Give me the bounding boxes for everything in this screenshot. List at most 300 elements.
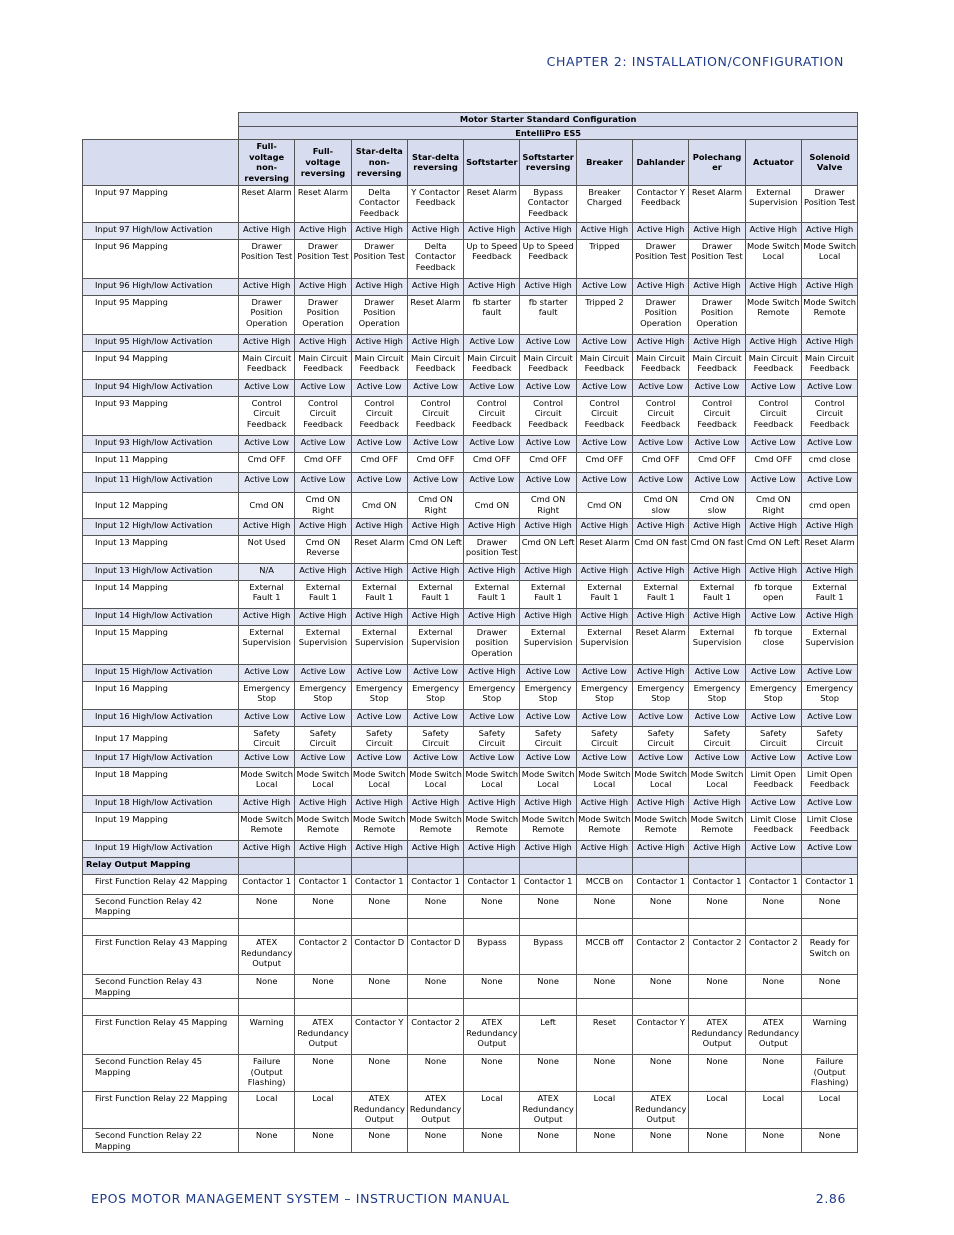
row-label: Relay Output Mapping <box>83 857 239 874</box>
table-cell: Active Low <box>407 435 463 452</box>
table-cell: Active High <box>520 278 576 295</box>
table-cell: Active High <box>801 608 857 625</box>
table-cell <box>295 857 351 874</box>
table-cell: Warning <box>239 1016 295 1055</box>
spacer-row <box>83 999 858 1016</box>
table-cell: None <box>801 894 857 918</box>
table-cell: None <box>745 1055 801 1092</box>
row-label <box>83 999 239 1016</box>
row-label: Input 96 High/low Activation <box>83 278 239 295</box>
table-cell: External Supervision <box>745 185 801 222</box>
table-cell: Active High <box>801 222 857 239</box>
table-cell <box>633 999 689 1016</box>
table-cell: Active High <box>239 278 295 295</box>
table-cell: Reset <box>576 1016 632 1055</box>
table-cell: Active High <box>295 334 351 351</box>
table-cell: Active High <box>689 840 745 857</box>
table-cell <box>745 999 801 1016</box>
table-cell: Active High <box>464 608 520 625</box>
table-cell: None <box>689 974 745 998</box>
table-row <box>83 1016 858 1055</box>
table-cell: Bypass Contactor Feedback <box>520 185 576 222</box>
table-row <box>83 295 858 334</box>
table-cell: Active High <box>745 222 801 239</box>
table-cell: None <box>801 974 857 998</box>
table-cell: Ready for Switch on <box>801 935 857 974</box>
table-cell: Control Circuit Feedback <box>689 396 745 435</box>
table-cell: Reset Alarm <box>576 535 632 563</box>
column-header: Star-delta reversing <box>407 140 463 185</box>
table-cell: Active Low <box>351 435 407 452</box>
table-cell: Cmd OFF <box>633 452 689 472</box>
column-header: Star-delta non- reversing <box>351 140 407 185</box>
row-label: Input 93 High/low Activation <box>83 435 239 452</box>
table-cell: Active Low <box>633 435 689 452</box>
table-cell: Cmd ON Left <box>745 535 801 563</box>
table-cell: Emergency Stop <box>351 681 407 709</box>
table-row <box>83 580 858 608</box>
table-cell: Contactor Y <box>351 1016 407 1055</box>
table-cell: Main Circuit Feedback <box>745 351 801 379</box>
table-cell: Mode Switch Remote <box>520 812 576 840</box>
table-cell: Cmd ON Left <box>407 535 463 563</box>
table-cell: Control Circuit Feedback <box>745 396 801 435</box>
table-cell: Active Low <box>520 435 576 452</box>
table-cell: Local <box>464 1092 520 1129</box>
row-label: First Function Relay 45 Mapping <box>83 1016 239 1055</box>
table-cell: Active Low <box>576 379 632 396</box>
table-cell: ATEX Redundancy Output <box>520 1092 576 1129</box>
table-cell: Cmd OFF <box>295 452 351 472</box>
table-cell: Active Low <box>689 750 745 767</box>
table-cell: None <box>464 894 520 918</box>
table-cell <box>351 857 407 874</box>
table-cell: Active Low <box>351 379 407 396</box>
table-row <box>83 563 858 580</box>
table-cell: Active High <box>351 222 407 239</box>
table-cell: Mode Switch Remote <box>239 812 295 840</box>
column-header: Softstarter reversing <box>520 140 576 185</box>
table-cell: Control Circuit Feedback <box>520 396 576 435</box>
table-cell <box>633 918 689 935</box>
table-cell: Active Low <box>464 709 520 726</box>
table-cell: Mode Switch Remote <box>295 812 351 840</box>
table-row <box>83 874 858 894</box>
table-cell: Cmd ON <box>464 492 520 518</box>
table-cell: Local <box>689 1092 745 1129</box>
table-cell: Safety Circuit <box>239 726 295 750</box>
table-row <box>83 334 858 351</box>
table-cell: ATEX Redundancy Output <box>407 1092 463 1129</box>
table-cell: Active Low <box>745 379 801 396</box>
table-cell: Active Low <box>351 472 407 492</box>
column-header: Polechanger <box>689 140 745 185</box>
table-cell: Control Circuit Feedback <box>801 396 857 435</box>
row-label: Input 94 High/low Activation <box>83 379 239 396</box>
chapter-heading: CHAPTER 2: INSTALLATION/CONFIGURATION <box>546 54 844 69</box>
table-cell: Active Low <box>520 750 576 767</box>
table-cell: Tripped <box>576 239 632 278</box>
table-cell <box>745 857 801 874</box>
row-label: Input 17 Mapping <box>83 726 239 750</box>
table-cell: Active Low <box>801 472 857 492</box>
table-cell: Control Circuit Feedback <box>295 396 351 435</box>
table-cell: External Fault 1 <box>295 580 351 608</box>
table-cell: Active High <box>633 278 689 295</box>
table-cell: Active Low <box>520 709 576 726</box>
table-cell: Active Low <box>576 750 632 767</box>
table-cell: Contactor Y Feedback <box>633 185 689 222</box>
table-cell: Active Low <box>239 750 295 767</box>
table-subtitle-row <box>83 126 858 140</box>
table-cell: Active High <box>576 608 632 625</box>
table-cell: Active High <box>745 563 801 580</box>
column-header: Softstarter <box>464 140 520 185</box>
table-cell: Control Circuit Feedback <box>407 396 463 435</box>
table-cell: Active High <box>407 608 463 625</box>
table-cell: Active Low <box>633 379 689 396</box>
table-cell: Active High <box>576 795 632 812</box>
table-cell: Active High <box>633 222 689 239</box>
row-label: Input 18 Mapping <box>83 767 239 795</box>
table-cell: Active High <box>239 795 295 812</box>
manual-title: EPOS MOTOR MANAGEMENT SYSTEM – INSTRUCTION MANUAL <box>91 1191 510 1206</box>
row-label: Input 94 Mapping <box>83 351 239 379</box>
table-cell: Emergency Stop <box>464 681 520 709</box>
table-cell <box>407 918 463 935</box>
table-cell: ATEX Redundancy Output <box>633 1092 689 1129</box>
table-cell: Main Circuit Feedback <box>295 351 351 379</box>
table-row <box>83 452 858 472</box>
table-cell: Mode Switch Local <box>576 767 632 795</box>
table-cell: Active Low <box>295 709 351 726</box>
table-cell: Emergency Stop <box>520 681 576 709</box>
table-cell: Active Low <box>295 472 351 492</box>
table-cell: Active High <box>801 563 857 580</box>
table-row <box>83 1055 858 1092</box>
table-cell <box>464 918 520 935</box>
table-cell: Active High <box>745 518 801 535</box>
table-cell: Bypass <box>520 935 576 974</box>
table-cell: Drawer Position Operation <box>295 295 351 334</box>
table-cell: Main Circuit Feedback <box>464 351 520 379</box>
row-label: Input 19 High/low Activation <box>83 840 239 857</box>
table-cell: Control Circuit Feedback <box>633 396 689 435</box>
table-cell: Cmd ON Left <box>520 535 576 563</box>
table-cell: ATEX Redundancy Output <box>295 1016 351 1055</box>
table-cell: External Fault 1 <box>689 580 745 608</box>
table-cell: Reset Alarm <box>633 625 689 664</box>
table-cell: Mode Switch Local <box>239 767 295 795</box>
table-row <box>83 535 858 563</box>
table-cell: Active Low <box>407 472 463 492</box>
table-cell: Active High <box>295 608 351 625</box>
table-cell: Drawer position Operation <box>464 625 520 664</box>
table-cell <box>351 999 407 1016</box>
table-cell: External Fault 1 <box>633 580 689 608</box>
table-cell <box>689 857 745 874</box>
table-cell: Active High <box>576 222 632 239</box>
table-cell: Limit Open Feedback <box>745 767 801 795</box>
table-cell: Active Low <box>520 472 576 492</box>
table-cell: Safety Circuit <box>464 726 520 750</box>
table-cell: Drawer position Test <box>464 535 520 563</box>
table-cell: External Fault 1 <box>464 580 520 608</box>
table-cell: Mode Switch Local <box>520 767 576 795</box>
table-cell <box>801 918 857 935</box>
table-cell: Active High <box>633 795 689 812</box>
table-cell: Main Circuit Feedback <box>351 351 407 379</box>
table-cell: Mode Switch Remote <box>633 812 689 840</box>
table-cell: Active High <box>464 278 520 295</box>
table-cell: None <box>576 1055 632 1092</box>
table-cell: Active High <box>633 563 689 580</box>
table-row <box>83 492 858 518</box>
table-cell: Reset Alarm <box>295 185 351 222</box>
table-row <box>83 1092 858 1129</box>
row-label: First Function Relay 22 Mapping <box>83 1092 239 1129</box>
table-cell: None <box>633 1055 689 1092</box>
row-label: Input 95 High/low Activation <box>83 334 239 351</box>
table-cell: Active Low <box>576 435 632 452</box>
row-label: Input 16 Mapping <box>83 681 239 709</box>
table-cell: External Fault 1 <box>576 580 632 608</box>
table-cell <box>239 999 295 1016</box>
table-cell: None <box>745 974 801 998</box>
table-row <box>83 396 858 435</box>
table-cell: Contactor 1 <box>745 874 801 894</box>
table-cell: Active High <box>745 278 801 295</box>
table-cell: Active High <box>801 278 857 295</box>
row-label: Input 15 High/low Activation <box>83 664 239 681</box>
table-cell: None <box>464 1129 520 1153</box>
table-cell: Mode Switch Remote <box>351 812 407 840</box>
table-cell: Active Low <box>689 472 745 492</box>
table-cell: None <box>576 974 632 998</box>
table-cell: Contactor 1 <box>801 874 857 894</box>
table-cell: Active Low <box>520 664 576 681</box>
table-cell: Active Low <box>801 709 857 726</box>
table-cell: Drawer Position Test <box>633 239 689 278</box>
table-cell: Active Low <box>464 435 520 452</box>
table-cell: Main Circuit Feedback <box>520 351 576 379</box>
table-cell: Local <box>239 1092 295 1129</box>
table-cell: External Fault 1 <box>351 580 407 608</box>
table-cell: Delta Contactor Feedback <box>407 239 463 278</box>
table-cell: None <box>633 1129 689 1153</box>
table-cell: Cmd ON <box>239 492 295 518</box>
table-cell: Safety Circuit <box>745 726 801 750</box>
table-cell: None <box>351 1055 407 1092</box>
table-cell: Active Low <box>576 664 632 681</box>
table-cell: Emergency Stop <box>689 681 745 709</box>
column-header: Breaker <box>576 140 632 185</box>
table-cell: Mode Switch Local <box>689 767 745 795</box>
table-cell: Drawer Position Test <box>689 239 745 278</box>
table-cell: Active Low <box>801 664 857 681</box>
table-cell: Active Low <box>407 379 463 396</box>
table-cell: None <box>407 894 463 918</box>
table-cell: Contactor 2 <box>633 935 689 974</box>
table-cell: Active High <box>295 518 351 535</box>
table-cell: Main Circuit Feedback <box>239 351 295 379</box>
table-row <box>83 278 858 295</box>
table-cell: Active Low <box>633 472 689 492</box>
table-cell: Active Low <box>801 750 857 767</box>
table-cell: Active High <box>464 222 520 239</box>
table-cell: Active Low <box>520 379 576 396</box>
table-cell: Active High <box>689 608 745 625</box>
table-cell: Contactor 1 <box>520 874 576 894</box>
motor-starter-config-table <box>82 112 858 1153</box>
table-cell: Safety Circuit <box>801 726 857 750</box>
table-cell: Active Low <box>689 435 745 452</box>
table-cell: Active High <box>239 608 295 625</box>
table-cell <box>801 857 857 874</box>
table-cell: Emergency Stop <box>576 681 632 709</box>
table-row <box>83 709 858 726</box>
table-cell: Active Low <box>239 435 295 452</box>
table-cell: None <box>689 1055 745 1092</box>
table-cell: Active High <box>351 608 407 625</box>
table-cell <box>576 857 632 874</box>
table-cell: Contactor 2 <box>407 1016 463 1055</box>
table-cell: Active High <box>295 563 351 580</box>
table-cell: Y Contactor Feedback <box>407 185 463 222</box>
table-cell: Active High <box>239 222 295 239</box>
table-cell: Cmd ON Right <box>407 492 463 518</box>
table-cell: Drawer Position Operation <box>689 295 745 334</box>
table-cell: Drawer Position Test <box>801 185 857 222</box>
table-cell <box>689 999 745 1016</box>
table-cell: Active High <box>520 518 576 535</box>
table-cell: Contactor 2 <box>745 935 801 974</box>
table-cell: Safety Circuit <box>295 726 351 750</box>
table-cell: Reset Alarm <box>801 535 857 563</box>
table-cell: Active High <box>351 795 407 812</box>
column-header: Solenoid Valve <box>801 140 857 185</box>
column-header: Dahlander <box>633 140 689 185</box>
table-cell: fb starter fault <box>464 295 520 334</box>
table-cell: fb starter fault <box>520 295 576 334</box>
table-cell: Active High <box>239 334 295 351</box>
table-cell <box>295 918 351 935</box>
table-cell: None <box>351 1129 407 1153</box>
table-cell: None <box>801 1129 857 1153</box>
table-cell: Cmd ON Right <box>295 492 351 518</box>
table-cell: Active Low <box>295 379 351 396</box>
table-cell: External Fault 1 <box>801 580 857 608</box>
table-cell: Up to Speed Feedback <box>464 239 520 278</box>
table-cell: Active High <box>407 840 463 857</box>
table-cell: Active High <box>520 563 576 580</box>
table-row <box>83 239 858 278</box>
table-cell: Limit Close Feedback <box>745 812 801 840</box>
row-label: Second Function Relay 43 Mapping <box>83 974 239 998</box>
table-row <box>83 974 858 998</box>
table-title-row <box>83 113 858 127</box>
table-cell: Cmd ON Right <box>745 492 801 518</box>
table-cell: Active Low <box>745 608 801 625</box>
row-label <box>83 918 239 935</box>
row-label: Input 13 High/low Activation <box>83 563 239 580</box>
table-cell: Contactor D <box>351 935 407 974</box>
table-cell: Contactor 1 <box>407 874 463 894</box>
table-cell: ATEX Redundancy Output <box>239 935 295 974</box>
table-cell: Cmd OFF <box>745 452 801 472</box>
table-cell: Cmd OFF <box>689 452 745 472</box>
table-cell: Reset Alarm <box>464 185 520 222</box>
table-cell: Safety Circuit <box>407 726 463 750</box>
table-cell <box>520 999 576 1016</box>
table-cell: None <box>295 1129 351 1153</box>
table-cell: Reset Alarm <box>407 295 463 334</box>
table-cell: Active Low <box>633 709 689 726</box>
table-cell: Cmd OFF <box>407 452 463 472</box>
table-cell: Active Low <box>689 709 745 726</box>
table-row <box>83 767 858 795</box>
column-header-blank <box>83 140 239 185</box>
table-cell: Warning <box>801 1016 857 1055</box>
table-cell: Active Low <box>464 750 520 767</box>
table-cell: Active Low <box>407 709 463 726</box>
table-cell: Active High <box>351 278 407 295</box>
table-cell: fb torque close <box>745 625 801 664</box>
table-cell: Active High <box>407 518 463 535</box>
table-cell: Cmd OFF <box>351 452 407 472</box>
table-cell: Contactor 2 <box>295 935 351 974</box>
table-cell: None <box>407 1055 463 1092</box>
table-cell: None <box>520 894 576 918</box>
page-number: 2.86 <box>815 1191 846 1206</box>
table-cell: Active High <box>295 222 351 239</box>
table-cell: None <box>633 894 689 918</box>
table-row <box>83 351 858 379</box>
table-cell: Active High <box>407 222 463 239</box>
table-cell: Safety Circuit <box>633 726 689 750</box>
table-cell: Active Low <box>239 379 295 396</box>
table-cell: Cmd OFF <box>464 452 520 472</box>
table-cell: Contactor 1 <box>295 874 351 894</box>
table-cell: External Supervision <box>351 625 407 664</box>
table-cell <box>295 999 351 1016</box>
table-cell: Active Low <box>351 664 407 681</box>
table-cell: Contactor 2 <box>689 935 745 974</box>
table-cell: None <box>295 974 351 998</box>
table-cell: Active Low <box>239 709 295 726</box>
table-cell: External Fault 1 <box>407 580 463 608</box>
table-cell: None <box>520 1129 576 1153</box>
table-cell <box>407 999 463 1016</box>
table-cell <box>576 918 632 935</box>
table-cell: Active High <box>464 518 520 535</box>
table-cell: None <box>745 1129 801 1153</box>
table-cell: Mode Switch Remote <box>407 812 463 840</box>
table-cell: Active Low <box>801 379 857 396</box>
table-row <box>83 625 858 664</box>
table-cell: Active High <box>689 518 745 535</box>
table-cell: Active High <box>464 664 520 681</box>
table-cell: Active Low <box>576 472 632 492</box>
table-cell: Active High <box>407 334 463 351</box>
row-label: Input 12 High/low Activation <box>83 518 239 535</box>
table-row <box>83 1129 858 1153</box>
row-label: Input 15 Mapping <box>83 625 239 664</box>
table-cell: None <box>407 974 463 998</box>
table-cell: Contactor 1 <box>464 874 520 894</box>
column-header: Full-voltage reversing <box>295 140 351 185</box>
table-cell: Active Low <box>464 334 520 351</box>
